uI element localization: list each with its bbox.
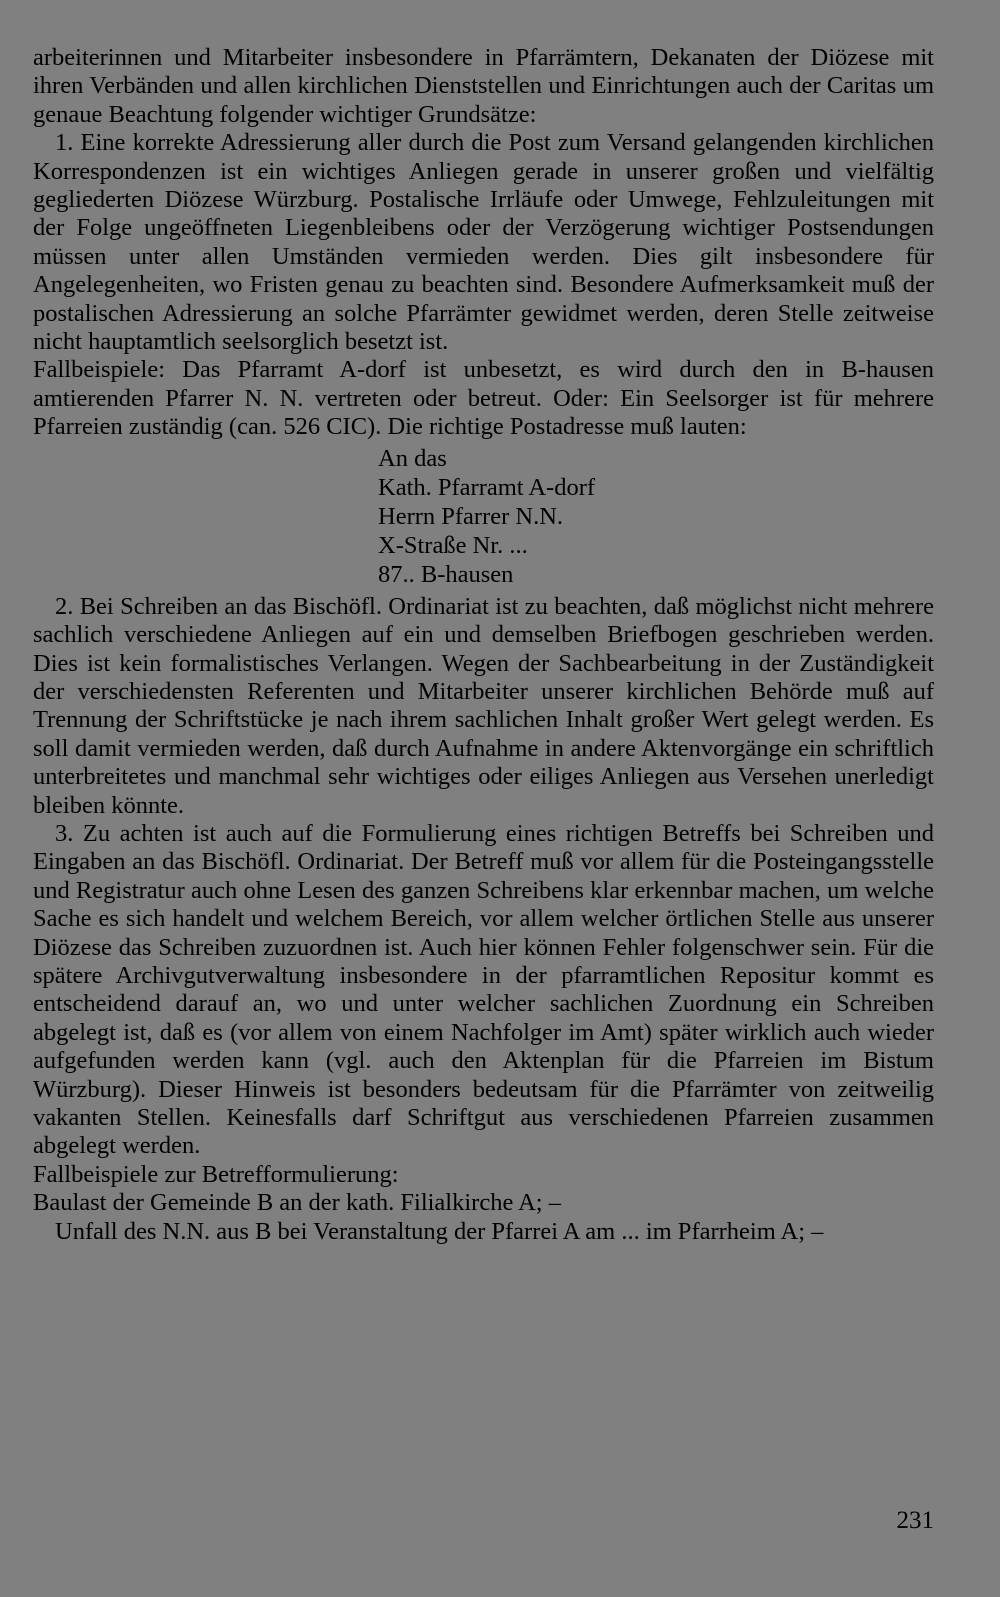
paragraph-intro: arbeiterinnen und Mitarbeiter insbesondere in Pfarrämtern, Dekanaten der Diözese mit ihren Verbänden und allen kirchlichen Dienststellen und Einrichtungen auch der Caritas um genaue Beachtung folgender wichtiger Grundsätze: bbox=[33, 44, 934, 128]
address-line-3: Herrn Pfarrer N.N. bbox=[378, 502, 564, 530]
example-2-line-2: Unfall des N.N. aus B bei Veranstaltung der Pfarrei A am ... im Pfarrheim A; – bbox=[55, 1217, 824, 1245]
address-line-5: 87.. B-hausen bbox=[378, 560, 514, 588]
body-text bbox=[33, 44, 934, 1246]
address-line-4: X-Straße Nr. ... bbox=[378, 531, 528, 559]
postal-address bbox=[378, 444, 934, 589]
example-2-line-1: Baulast der Gemeinde B an der kath. Filialkirche A; – bbox=[33, 1189, 561, 1217]
paragraph-point-3: 3. Zu achten ist auch auf die Formulierung eines richtigen Betreffs bei Schreiben und Eingaben an das Bischöfl. Ordinariat. Der Betreff muß vor allem für die Posteingangsstelle und Registratur auch ohne Lesen des ganzen Schreibens klar erkennbar machen, um welche Sache es sich handelt und welchem Bereich, vor allem welcher örtlichen Stelle aus unserer Diözese das Schreiben zuzuordnen ist. Auch hier können Fehler folgenschwer sein. Für die spätere Archivgutverwaltung insbesondere in der pfarramtlichen Repositur kommt es entscheidend darauf an, wo und unter welcher sachlichen Zuordnung ein Schreiben abgelegt ist, daß es (vor allem von einem Nachfolger im Amt) später wirklich auch wieder aufgefunden werden kann (vgl. auch den Aktenplan für die Pfarreien im Bistum Würzburg). Dieser Hinweis ist besonders bedeutsam für die Pfarrämter von zeitweilig vakanten Stellen. Keinesfalls darf Schriftgut aus verschiedenen Pfarreien zusammen abgelegt werden. bbox=[33, 819, 934, 1160]
paragraph-example-1: Fallbeispiele: Das Pfarramt A-dorf ist unbesetzt, es wird durch den in B-hausen amtierenden Pfarrer N. N. vertreten oder betreut. Oder: Ein Seelsorger ist für mehrere Pfarreien zuständig (can. 526 CIC). Die richtige Postadresse muß lauten: bbox=[33, 356, 934, 441]
page-number: 231 bbox=[896, 1507, 934, 1534]
address-line-1: An das bbox=[378, 444, 447, 472]
address-line-2: Kath. Pfarramt A-dorf bbox=[378, 473, 596, 501]
example-2-heading: Fallbeispiele zur Betrefformulierung: bbox=[33, 1160, 399, 1188]
paragraph-point-1: 1. Eine korrekte Adressierung aller durch die Post zum Versand gelangenden kirchlichen Korrespondenzen ist ein wichtiges Anliegen gerade in unserer großen und vielfältig gegliederten Diözese Würzburg. Postalische Irrläufe oder Umwege, Fehlzuleitungen mit der Folge ungeöffneten Liegenbleibens oder der Verzögerung wichtiger Postsendungen müssen unter allen Umständen vermieden werden. Dies gilt insbesondere für Angelegenheiten, wo Fristen genau zu beachten sind. Besondere Aufmerksamkeit muß der postalischen Adressierung an solche Pfarrämter gewidmet werden, deren Stelle zeitweise nicht hauptamtlich seelsorglich besetzt ist. bbox=[33, 129, 934, 356]
paragraph-point-2: 2. Bei Schreiben an das Bischöfl. Ordinariat ist zu beachten, daß möglichst nicht mehrere sachlich verschiedene Anliegen auf ein und demselben Briefbogen geschrieben werden. Dies ist kein formalistisches Verlangen. Wegen der Sachbearbeitung in der Zuständigkeit der verschiedensten Referenten und Mitarbeiter unserer kirchlichen Behörde muß auf Trennung der Schriftstücke je nach ihrem sachlichen Inhalt großer Wert gelegt werden. Es soll damit vermieden werden, daß durch Aufnahme in andere Aktenvorgänge ein schriftlich unterbreitetes und manchmal sehr wichtiges oder eiliges Anliegen aus Versehen unerledigt bleiben könnte. bbox=[33, 592, 934, 819]
